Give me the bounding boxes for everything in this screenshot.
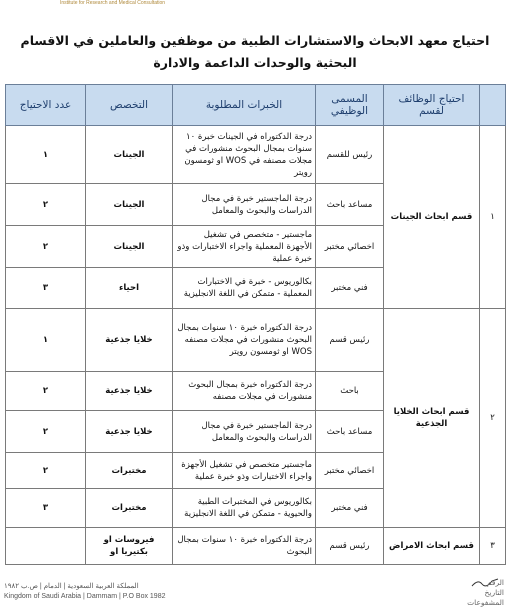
count-cell: ١ bbox=[6, 309, 86, 372]
experience-cell: بكالوريوس - خبرة في الاختبارات المعملية - متمكن في اللغة الانجليزية bbox=[173, 268, 316, 309]
experience-cell: درجة الدكتوراه خبرة ١٠ سنوات بمجال البحوث منشورات في مجلات مصنفه WOS او ثومسون رويتر bbox=[173, 309, 316, 372]
group-number: ٢ bbox=[480, 309, 506, 528]
table-row bbox=[6, 528, 506, 565]
experience-cell: ماجستير متخصص في تشغيل الأجهزة واجراء الاختبارات وذو خبرة عملية bbox=[173, 453, 316, 489]
table-row bbox=[6, 309, 506, 372]
specialty-cell: خلايا جذعية bbox=[86, 309, 173, 372]
group-number: ١ bbox=[480, 126, 506, 309]
count-cell bbox=[6, 528, 86, 565]
job-title-cell: اخصائي مختبر bbox=[316, 453, 384, 489]
header-dept: احتياج الوظائف لقسم bbox=[384, 85, 480, 126]
footer-address-english: Kingdom of Saudi Arabia | Dammam | P.O Box 1982 bbox=[4, 593, 166, 600]
institute-tagline: Institute for Research and Medical Consultation bbox=[60, 0, 166, 6]
title-line-2: البحثية والوحدات الداعمة والادارة bbox=[153, 55, 357, 70]
specialty-cell: الجينات bbox=[86, 226, 173, 268]
attachments-label: المشفوعات bbox=[467, 598, 504, 607]
header-role: المسمى الوظيفي bbox=[316, 85, 384, 126]
count-cell: ٣ bbox=[6, 489, 86, 528]
job-title-cell: رئيس للقسم bbox=[316, 126, 384, 184]
job-title-cell: مساعد باحث bbox=[316, 184, 384, 226]
count-cell: ٢ bbox=[6, 411, 86, 453]
job-title-cell: اخصائي مختبر bbox=[316, 226, 384, 268]
header-count: عدد الاحتياج bbox=[6, 85, 86, 126]
reference-block bbox=[438, 578, 504, 608]
count-cell: ٢ bbox=[6, 372, 86, 411]
count-cell: ٢ bbox=[6, 226, 86, 268]
experience-cell: درجة الماجستير خبرة في مجال الدراسات والبحوث والمعامل bbox=[173, 411, 316, 453]
header-num bbox=[480, 85, 506, 126]
header-experience: الخبرات المطلوبة bbox=[173, 85, 316, 126]
page-title bbox=[10, 30, 500, 74]
specialty-cell: مختبرات bbox=[86, 453, 173, 489]
requirements-table bbox=[5, 84, 506, 565]
experience-cell: درجة الدكتوراه خبرة بمجال البحوث منشورات في مجلات مصنفه bbox=[173, 372, 316, 411]
specialty-cell: احياء bbox=[86, 268, 173, 309]
count-cell: ٢ bbox=[6, 184, 86, 226]
reference-label: الرقم bbox=[486, 578, 504, 587]
department-name: قسم ابحاث الخلايا الجذعية bbox=[384, 309, 480, 528]
department-name: قسم ابحاث الجينات bbox=[384, 126, 480, 309]
job-title-cell: باحث bbox=[316, 372, 384, 411]
job-title-cell: مساعد باحث bbox=[316, 411, 384, 453]
experience-cell: درجة الماجستير خبرة في مجال الدراسات والبحوث والمعامل bbox=[173, 184, 316, 226]
table-header-row bbox=[6, 85, 506, 126]
title-line-1: احتياج معهد الابحاث والاستشارات الطبية من موظفين والعاملين في الاقسام bbox=[20, 33, 490, 48]
count-cell: ٢ bbox=[6, 453, 86, 489]
date-label: التاريخ bbox=[484, 588, 504, 597]
specialty-cell: مختبرات bbox=[86, 489, 173, 528]
experience-cell: بكالوريوس في المختبرات الطبية والحيوية - متمكن في اللغة الانجليزية bbox=[173, 489, 316, 528]
specialty-cell: الجينات bbox=[86, 184, 173, 226]
job-title-cell: رئيس قسم bbox=[316, 309, 384, 372]
count-cell: ٣ bbox=[6, 268, 86, 309]
job-title-cell: رئيس قسم bbox=[316, 528, 384, 565]
job-title-cell: فني مختبر bbox=[316, 268, 384, 309]
table-row bbox=[6, 126, 506, 184]
experience-cell: ماجستير - متخصص في تشغيل الأجهزة المعملية واجراء الاختبارات وذو خبرة عملية bbox=[173, 226, 316, 268]
job-title-cell: فني مختبر bbox=[316, 489, 384, 528]
department-name: قسم ابحاث الامراض bbox=[384, 528, 480, 565]
experience-cell: درجة الدكتوراه في الجينات خبرة ١٠ سنوات بمجال البحوث منشورات في مجلات مصنفه في WOS او ثومسون رويتر bbox=[173, 126, 316, 184]
specialty-cell: خلايا جذعية bbox=[86, 372, 173, 411]
header-specialty: التخصص bbox=[86, 85, 173, 126]
count-cell: ١ bbox=[6, 126, 86, 184]
group-number: ٣ bbox=[480, 528, 506, 565]
specialty-cell: خلايا جذعية bbox=[86, 411, 173, 453]
experience-cell: درجة الدكتوراه خبرة ١٠ سنوات بمجال البحوث bbox=[173, 528, 316, 565]
footer-address-arabic: المملكة العربية السعودية | الدمام | ص.ب ١٩٨٢ bbox=[4, 583, 139, 590]
footer-address bbox=[4, 582, 165, 602]
specialty-cell: الجينات bbox=[86, 126, 173, 184]
specialty-cell: فيروسات او بكتيريا او bbox=[86, 528, 173, 565]
